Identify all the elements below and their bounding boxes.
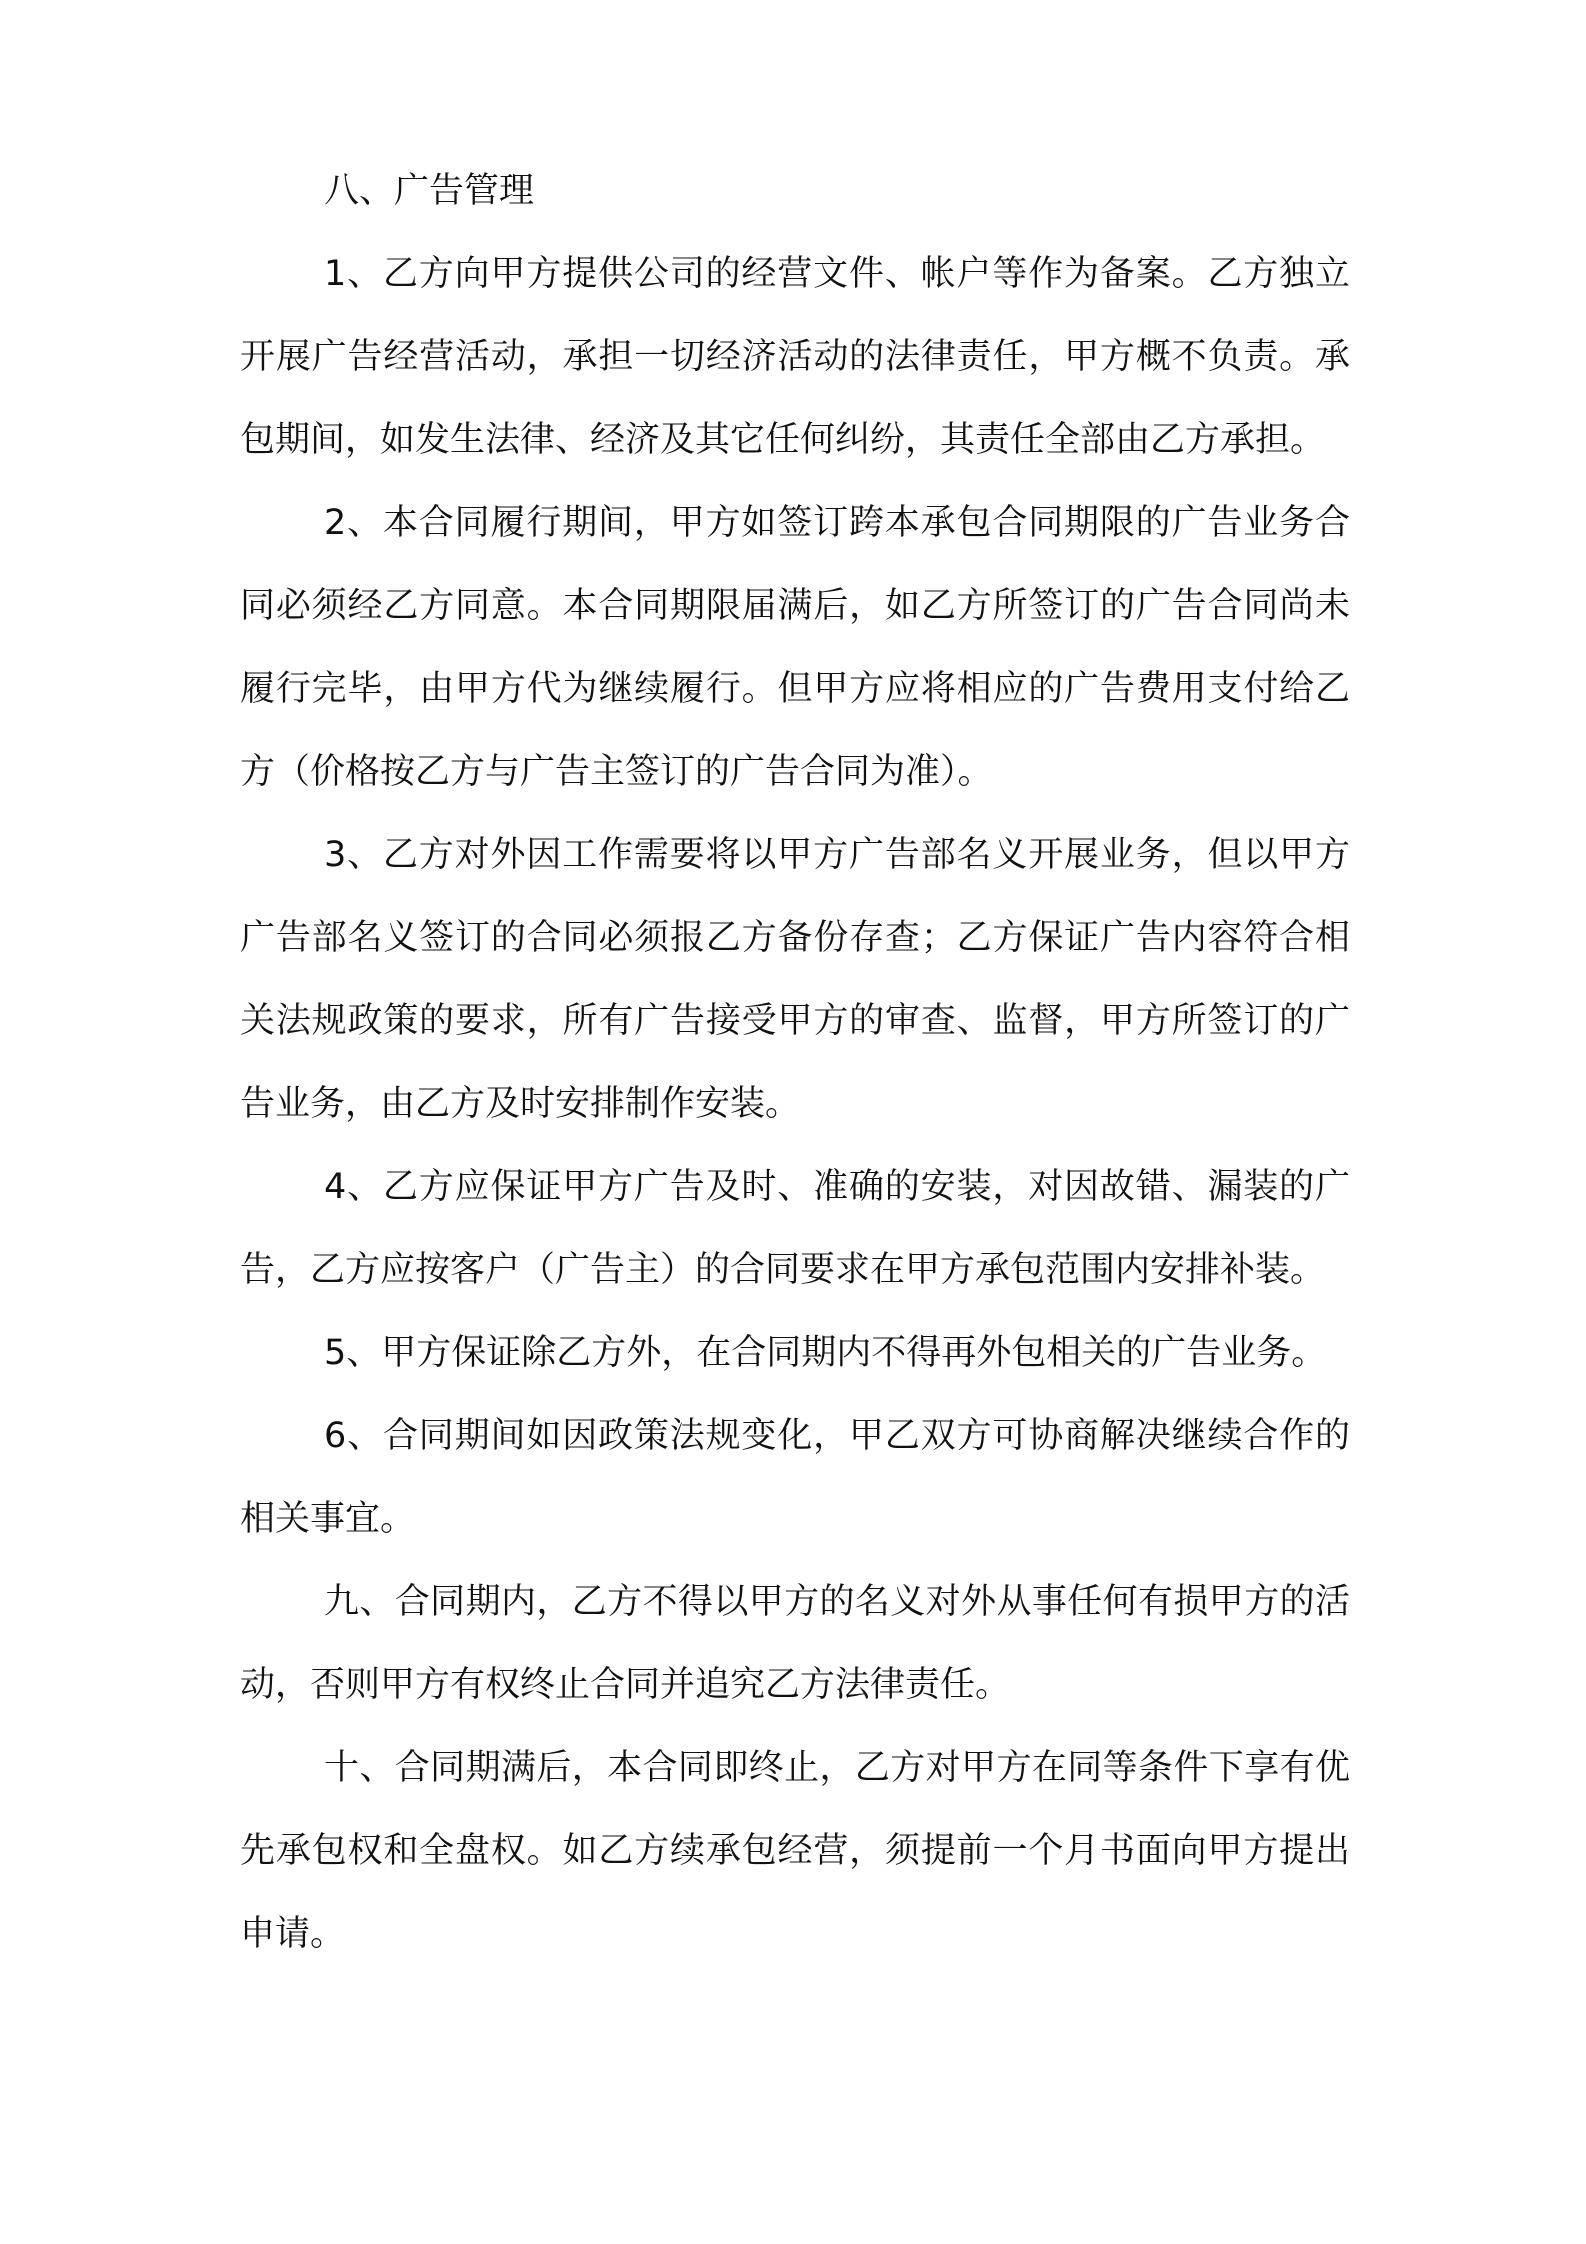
clause-1: 1、乙方向甲方提供公司的经营文件、帐户等作为备案。乙方独立开展广告经营活动，承担一切经济活动的法律责任，甲方概不负责。承包期间，如发生法律、经济及其它任何纠纷，其责任全部由乙方承担。 [240, 254, 1350, 460]
section-heading: 八、广告管理 [324, 171, 535, 211]
clause-2: 2、本合同履行期间，甲方如签订跨本承包合同期限的广告业务合同必须经乙方同意。本合同期限届满后，如乙方所签订的广告合同尚未履行完毕，由甲方代为继续履行。但甲方应将相应的广告费用支付给乙方（价格按乙方与广告主签订的广告合同为准）。 [240, 503, 1350, 792]
clause-4: 4、乙方应保证甲方广告及时、准确的安装，对因故错、漏装的广告，乙方应按客户（广告主）的合同要求在甲方承包范围内安排补装。 [240, 1167, 1350, 1290]
clause-6: 6、合同期间如因政策法规变化，甲乙双方可协商解决继续合作的相关事宜。 [240, 1416, 1350, 1539]
document-body [240, 150, 1350, 1976]
clause-3: 3、乙方对外因工作需要将以甲方广告部名义开展业务，但以甲方广告部名义签订的合同必须报乙方备份存查；乙方保证广告内容符合相关法规政策的要求，所有广告接受甲方的审查、监督，甲方所签订的广告业务，由乙方及时安排制作安装。 [240, 835, 1350, 1124]
section-nine: 九、合同期内，乙方不得以甲方的名义对外从事任何有损甲方的活动，否则甲方有权终止合同并追究乙方法律责任。 [240, 1582, 1350, 1705]
section-ten: 十、合同期满后，本合同即终止，乙方对甲方在同等条件下享有优先承包权和全盘权。如乙方续承包经营，须提前一个月书面向甲方提出申请。 [240, 1748, 1350, 1954]
clause-5: 5、甲方保证除乙方外，在合同期内不得再外包相关的广告业务。 [324, 1333, 1327, 1373]
